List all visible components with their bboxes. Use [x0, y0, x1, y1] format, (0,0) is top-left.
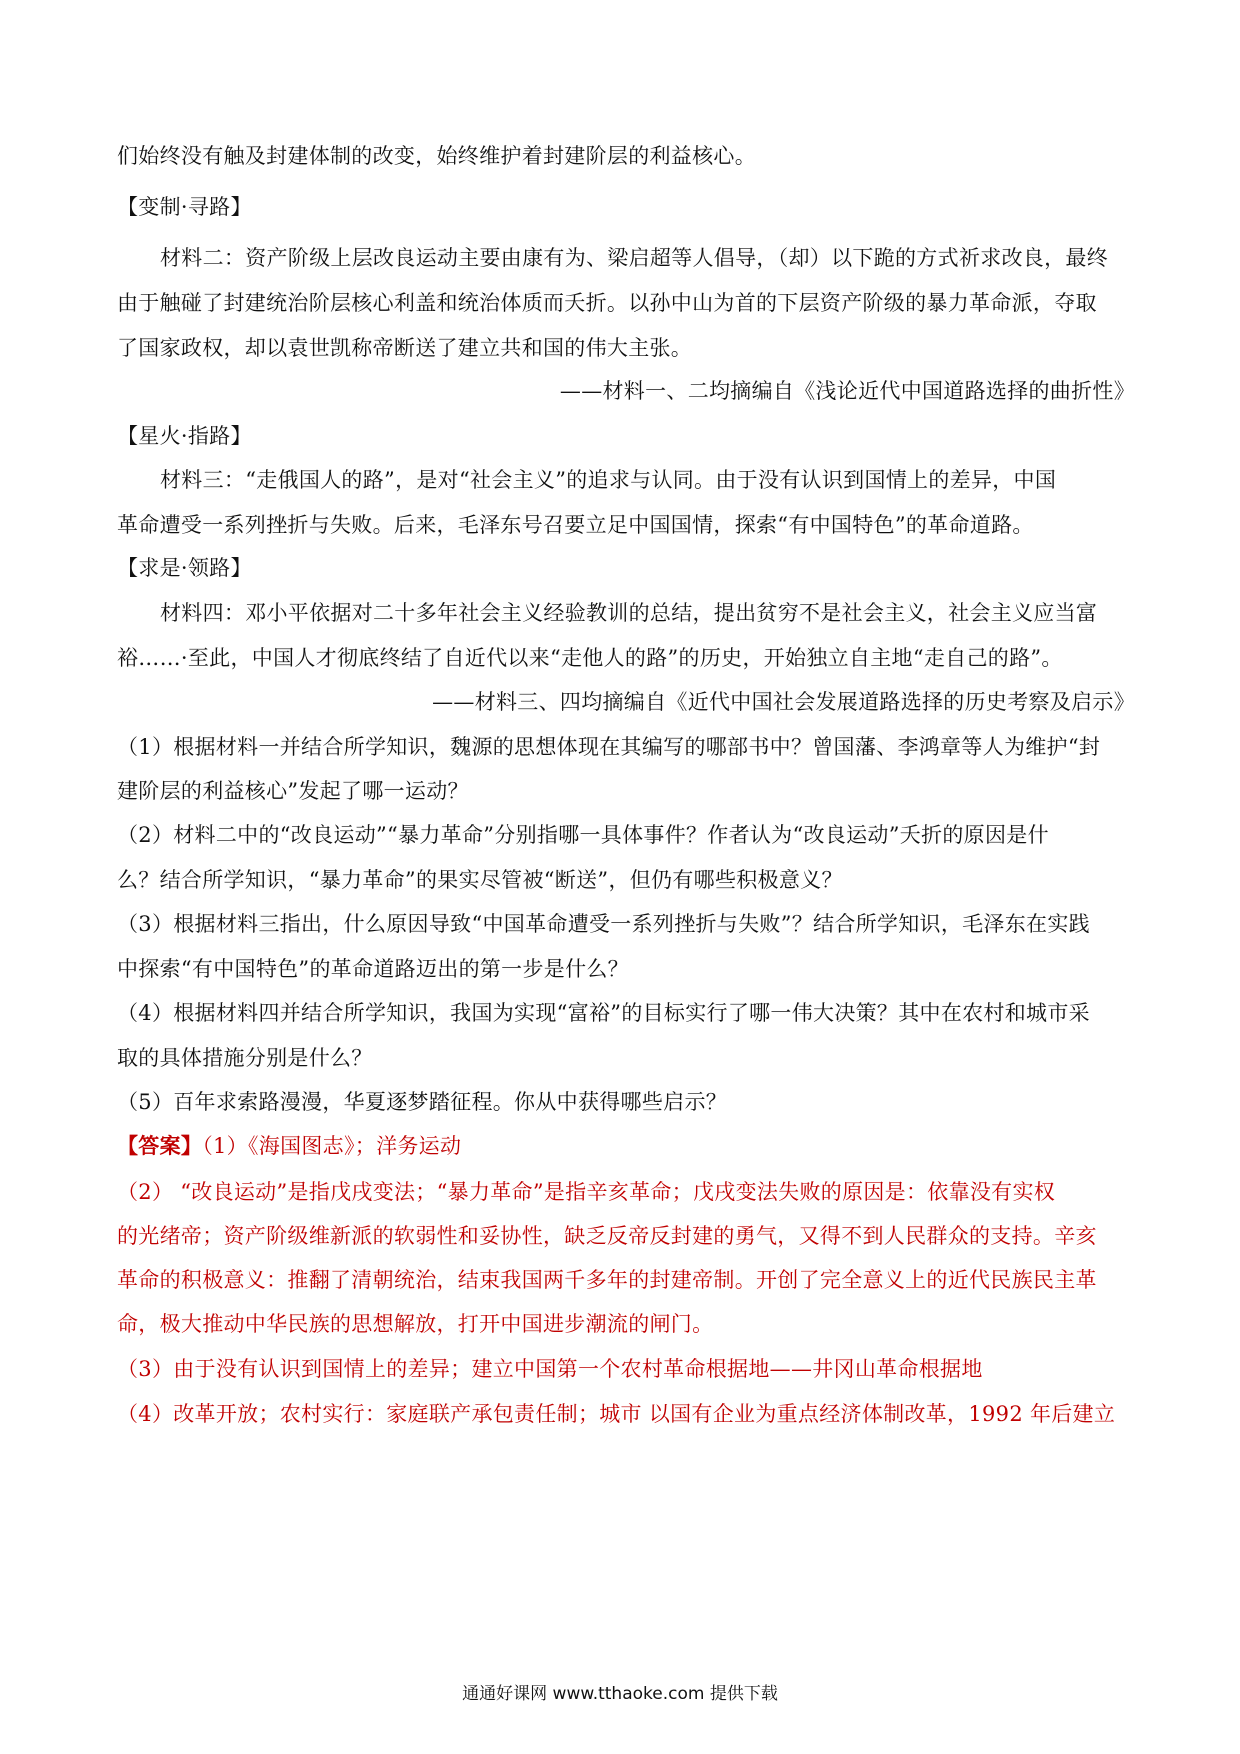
question-5: （5）百年求索路漫漫，华夏逐梦踏征程。你从中获得哪些启示？: [117, 1090, 728, 1114]
page-footer: 通通好课网 www.tthaoke.com 提供下载: [462, 1684, 778, 1704]
question-2-line-1: （2）材料二中的“改良运动”“暴力革命”分别指哪一具体事件？作者认为“改良运动”夭折的原因是什: [117, 823, 1049, 847]
material-two-line-2: 由于触碰了封建统治阶层核心利盖和统治体质而夭折。以孙中山为首的下层资产阶级的暴力革命派，夺取: [117, 291, 1097, 315]
material-two-line-1: 材料二：资产阶级上层改良运动主要由康有为、梁启超等人倡导，（却）以下跪的方式祈求改良，最终: [160, 246, 1108, 270]
answer-2-line-2: 的光绪帝；资产阶级维新派的软弱性和妥协性，缺乏反帝反封建的勇气，又得不到人民群众的支持。辛亥: [117, 1224, 1097, 1248]
question-3-line-1: （3）根据材料三指出，什么原因导致“中国革命遭受一系列挫折与失败”？结合所学知识，毛泽东在实践: [117, 912, 1090, 936]
material-four-line-1: 材料四：邓小平依据对二十多年社会主义经验教训的总结，提出贫穷不是社会主义，社会主义应当富: [160, 601, 1098, 625]
section-heading-qiushi: 【求是·领路】: [117, 556, 252, 580]
answer-4-line-1: （4）改革开放；农村实行：家庭联产承包责任制；城市 以国有企业为重点经济体制改革，1992 年后建立: [117, 1402, 1116, 1426]
material-three-line-1: 材料三：“走俄国人的路”，是对“社会主义”的追求与认同。由于没有认识到国情上的差异，中国: [160, 468, 1057, 492]
question-4-line-1: （4）根据材料四并结合所学知识，我国为实现“富裕”的目标实行了哪一伟大决策？其中在农村和城市采: [117, 1001, 1090, 1025]
source-citation-1: ——材料一、二均摘编自《浅论近代中国道路选择的曲折性》: [559, 379, 1135, 403]
question-1-line-1: （1）根据材料一并结合所学知识，魏源的思想体现在其编写的哪部书中？曾国藩、李鸿章等人为维护“封: [117, 735, 1101, 759]
answer-2-line-4: 命，极大推动中华民族的思想解放，打开中国进步潮流的闸门。: [117, 1312, 714, 1336]
answer-label: 【答案】: [117, 1133, 203, 1158]
section-heading-biangzhi: 【变制·寻路】: [117, 195, 252, 219]
answer-1: [117, 1131, 1137, 1161]
paragraph-line: 们始终没有触及封建体制的改变，始终维护着封建阶层的利益核心。: [117, 144, 756, 168]
question-1-line-2: 建阶层的利益核心”发起了哪一运动？: [117, 779, 469, 803]
answer-2-line-3: 革命的积极意义：推翻了清朝统治，结束我国两千多年的封建帝制。开创了完全意义上的近代民族民主革: [117, 1268, 1097, 1292]
answer-3: （3）由于没有认识到国情上的差异；建立中国第一个农村革命根据地——井冈山革命根据地: [117, 1357, 983, 1381]
question-4-line-2: 取的具体措施分别是什么？: [117, 1046, 373, 1070]
material-two-line-3: 了国家政权，却以袁世凯称帝断送了建立共和国的伟大主张。: [117, 336, 693, 360]
answer-2-line-1: （2） “改良运动”是指戊戌变法；“暴力革命”是指辛亥革命；戊戌变法失败的原因是：依靠没有实权: [117, 1180, 1056, 1204]
question-3-line-2: 中探索“有中国特色”的革命道路迈出的第一步是什么？: [117, 957, 629, 981]
question-2-line-2: 么？结合所学知识，“暴力革命”的果实尽管被“断送”，但仍有哪些积极意义？: [117, 868, 843, 892]
answer-1-text: （1）《海国图志》；洋务运动: [202, 1134, 462, 1158]
section-heading-xinghuo: 【星火·指路】: [117, 424, 252, 448]
material-three-line-2: 革命遭受一系列挫折与失败。后来，毛泽东号召要立足中国国情，探索“有中国特色”的革命道路。: [117, 513, 1034, 537]
material-four-line-2: 裕……·至此，中国人才彻底终结了自近代以来“走他人的路”的历史，开始独立自主地“走自己的路”。: [117, 646, 1063, 670]
source-citation-2: ——材料三、四均摘编自《近代中国社会发展道路选择的历史考察及启示》: [432, 690, 1135, 714]
